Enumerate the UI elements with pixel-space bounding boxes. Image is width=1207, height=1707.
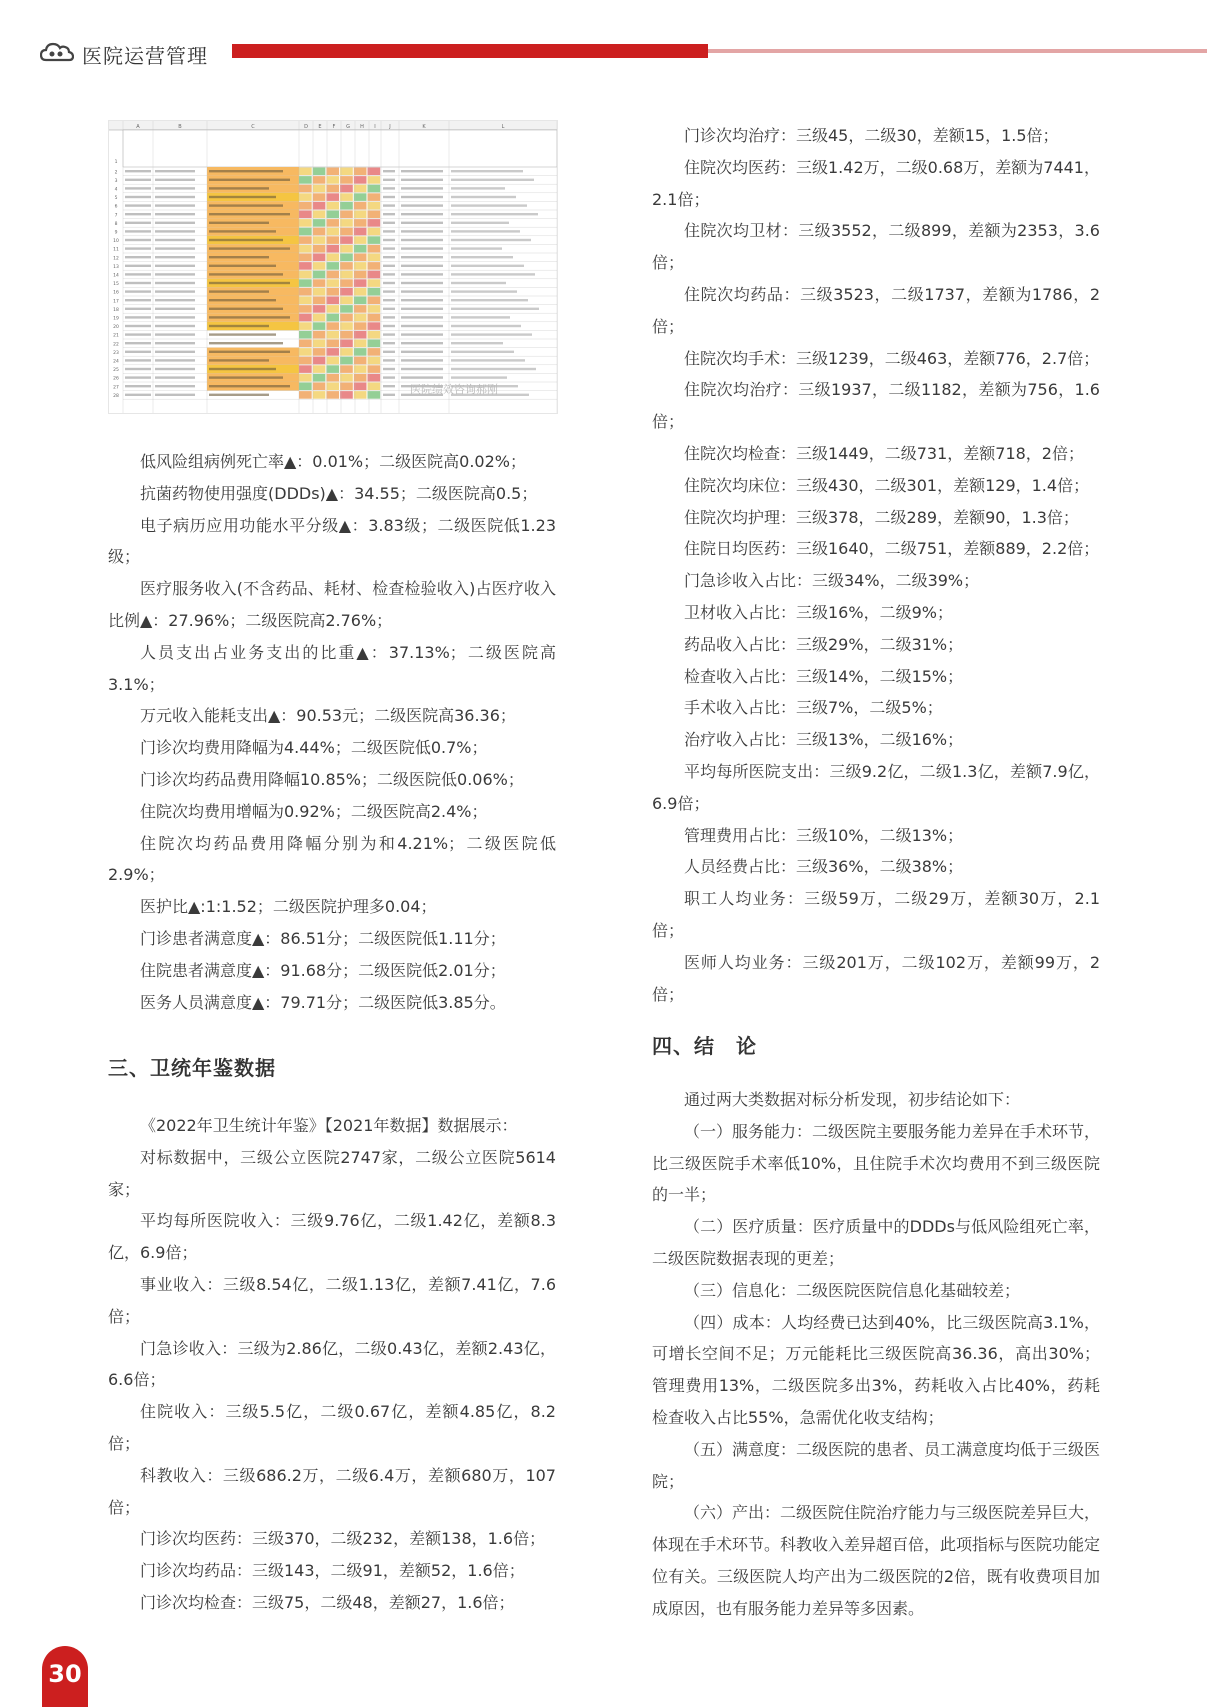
paragraph: 通过两大类数据对标分析发现，初步结论如下： (684, 1090, 1021, 1109)
row-number: 6 (114, 204, 118, 210)
paragraph: 平均每所医院支出：三级9.2亿，二级1.3亿，差额7.9亿，6.9倍； (652, 761, 1100, 813)
row-number: 12 (113, 256, 119, 262)
paragraph: （五）满意度：二级医院的患者、员工满意度均低于三级医院； (652, 1439, 1101, 1491)
paragraph: 医师人均业务：三级201万，二级102万，差额99万，2倍； (652, 952, 1100, 1004)
paragraph: 万元收入能耗支出▲：90.53元；二级医院高36.36； (140, 706, 516, 726)
left-column-top (108, 446, 556, 1018)
paragraph: 医务人员满意度▲：79.71分；二级医院低3.85分。 (140, 992, 506, 1012)
paragraph: 住院日均医药：三级1640，二级751，差额889，2.2倍； (684, 539, 1100, 559)
paragraph: （六）产出：二级医院住院治疗能力与三级医院差异巨大，体现在手术环节。科教收入差异超百倍，此项指标与医院功能定位有关。三级医院人均产出为二级医院的2倍，既有收费项目加成原因，也有服务能力差异等多因素。 (652, 1503, 1101, 1618)
paragraph: （二）医疗质量：医疗质量中的DDDs与低风险组死亡率，二级医院数据表现的更差； (652, 1217, 1100, 1268)
row-number: 5 (114, 196, 118, 202)
row-number: 21 (113, 333, 119, 339)
paragraph: 住院次均护理：三级378，二级289，差额90，1.3倍； (684, 507, 1079, 527)
column-letter: B (178, 124, 182, 130)
right-column-bottom (652, 1084, 1100, 1625)
paragraph: 住院次均费用增幅为0.92%；二级医院高2.4%； (140, 801, 488, 821)
column-letter: G (346, 124, 350, 130)
column-letter: F (332, 124, 336, 130)
right-column-top (652, 120, 1100, 1010)
paragraph: 住院次均药品费用降幅分别为和4.21%；二级医院低2.9%； (108, 833, 556, 885)
paragraph: 平均每所医院收入：三级9.76亿，二级1.42亿，差额8.3亿，6.9倍； (108, 1211, 556, 1263)
row-number: 13 (113, 264, 119, 270)
paragraph: 职工人均业务：三级59万，二级29万，差额30万，2.1倍； (652, 889, 1100, 940)
paragraph: 治疗收入占比：三级13%，二级16%； (684, 730, 964, 750)
row-number: 17 (113, 299, 119, 305)
page-header (40, 38, 1207, 72)
paragraph: 门诊次均医药：三级370，二级232，差额138，1.6倍； (140, 1529, 546, 1549)
spreadsheet-image (109, 121, 557, 413)
paragraph: 手术收入占比：三级7%，二级5%； (684, 698, 943, 718)
page-number: 30 (42, 1646, 88, 1707)
column-letter: L (501, 124, 505, 130)
paragraph: 门诊次均治疗：三级45，二级30，差额15，1.5倍； (684, 126, 1059, 145)
row-number: 19 (113, 316, 119, 322)
paragraph: 事业收入：三级8.54亿，二级1.13亿，差额7.41亿，7.6倍； (108, 1274, 556, 1326)
spreadsheet-figure (108, 120, 558, 414)
row-number: 8 (114, 221, 118, 227)
column-letter: J (389, 124, 391, 130)
row-number: 25 (113, 368, 119, 374)
row-number: 18 (113, 307, 119, 313)
paragraph: 人员经费占比：三级36%，二级38%； (684, 857, 964, 877)
paragraph: 低风险组病例死亡率▲：0.01%；二级医院高0.02%； (140, 452, 526, 471)
row-number: 22 (113, 342, 119, 348)
paragraph: 门急诊收入：三级为2.86亿，二级0.43亿，差额2.43亿，6.6倍； (108, 1338, 556, 1390)
paragraph: 药品收入占比：三级29%，二级31%； (684, 634, 964, 654)
paragraph: （一）服务能力：二级医院主要服务能力差异在手术环节，比三级医院手术率低10%，且住院手术次均费用不到三级医院的一半； (652, 1121, 1101, 1205)
column-letter: D (304, 124, 308, 130)
paragraph: 住院次均手术：三级1239，二级463，差额776，2.7倍； (684, 348, 1100, 368)
row-number: 15 (113, 282, 119, 288)
paragraph: 门急诊收入占比：三级34%，二级39%； (684, 571, 980, 591)
paragraph: 卫材收入占比：三级16%，二级9%； (684, 602, 953, 622)
row-number: 7 (114, 213, 118, 219)
row-number: 4 (114, 187, 118, 193)
row-number: 11 (113, 247, 119, 253)
paragraph: 住院收入：三级5.5亿，二级0.67亿，差额4.85亿，8.2倍； (108, 1402, 556, 1453)
paragraph: 门诊次均药品：三级143，二级91，差额52，1.6倍； (140, 1561, 525, 1581)
column-letter: A (136, 124, 140, 130)
paragraph: 门诊次均检查：三级75，二级48，差额27，1.6倍； (140, 1592, 515, 1612)
row-number: 1 (114, 160, 118, 165)
watermark-text: 医院绩效咨询郝刚 (410, 383, 498, 396)
paragraph: 抗菌药物使用强度(DDDs)▲：34.55；二级医院高0.5； (140, 483, 538, 503)
row-number: 9 (114, 230, 118, 236)
header-bar-pink (708, 49, 1207, 53)
paragraph: 门诊次均费用降幅为4.44%；二级医院低0.7%； (140, 738, 488, 758)
paragraph: 门诊患者满意度▲：86.51分；二级医院低1.11分； (140, 928, 506, 948)
row-number: 10 (113, 239, 119, 245)
column-letter: C (251, 124, 255, 130)
row-number: 27 (113, 385, 119, 391)
row-number: 20 (113, 325, 119, 331)
paragraph: 科教收入：三级686.2万，二级6.4万，差额680万，107倍； (108, 1465, 556, 1517)
row-number: 26 (113, 376, 119, 382)
section-heading-4: 四、结 论 (652, 1034, 757, 1058)
left-column-bottom (108, 1110, 556, 1619)
paragraph: 医疗服务收入(不含药品、耗材、检查检验收入)占医疗收入比例▲：27.96%；二级医院高2.76%； (108, 579, 556, 630)
paragraph: 住院次均药品：三级3523，二级1737，差额为1786，2倍； (652, 284, 1100, 336)
paragraph: 住院次均检查：三级1449，二级731，差额718，2倍； (684, 443, 1084, 463)
paragraph: 住院次均卫材：三级3552，二级899，差额为2353，3.6倍； (652, 221, 1100, 273)
brand-title: 医院运营管理 (82, 44, 208, 68)
paragraph: 检查收入占比：三级14%，二级15%； (684, 666, 964, 686)
row-number: 28 (113, 393, 119, 399)
row-number: 24 (113, 359, 119, 365)
row-number: 2 (114, 170, 118, 176)
paragraph: 《2022年卫生统计年鉴》【2021年数据】数据展示： (140, 1116, 518, 1135)
row-number: 14 (113, 273, 119, 279)
header-bar-red (232, 44, 708, 58)
paragraph: 人员支出占业务支出的比重▲：37.13%；二级医院高3.1%； (108, 642, 556, 694)
column-letter: I (374, 124, 376, 130)
paragraph: 住院次均医药：三级1.42万，二级0.68万，差额为7441，2.1倍； (652, 157, 1100, 209)
paragraph: 电子病历应用功能水平分级▲：3.83级；二级医院低1.23级； (108, 515, 556, 567)
paragraph: 管理费用占比：三级10%，二级13%； (684, 825, 964, 845)
row-number: 3 (114, 178, 118, 184)
column-letter: H (360, 124, 364, 130)
paragraph: 对标数据中，三级公立医院2747家，二级公立医院5614家； (108, 1147, 556, 1199)
section-heading-3: 三、卫统年鉴数据 (108, 1056, 276, 1080)
row-number: 16 (113, 290, 119, 296)
row-number: 23 (113, 350, 119, 356)
paragraph: 门诊次均药品费用降幅10.85%；二级医院低0.06%； (140, 769, 524, 789)
paragraph: 医护比▲:1:1.52；二级医院护理多0.04； (140, 897, 437, 917)
cloud-logo-icon (40, 40, 74, 64)
paragraph: （三）信息化：二级医院医院信息化基础较差； (684, 1280, 1021, 1300)
column-letter: K (422, 124, 426, 130)
paragraph: 住院次均床位：三级430，二级301，差额129，1.4倍； (684, 475, 1090, 495)
paragraph: （四）成本：人均经费已达到40%，比三级医院高3.1%，可增长空间不足；万元能耗比三级医院高36.36，高出30%；管理费用13%，二级医院多出3%，药耗收入占比40%，药耗检查收入占比55%，急需优化收支结构； (652, 1312, 1100, 1427)
paragraph: 住院次均治疗：三级1937，二级1182，差额为756，1.6倍； (652, 380, 1100, 432)
paragraph: 住院患者满意度▲：91.68分；二级医院低2.01分； (140, 960, 506, 980)
column-letter: E (318, 124, 322, 130)
